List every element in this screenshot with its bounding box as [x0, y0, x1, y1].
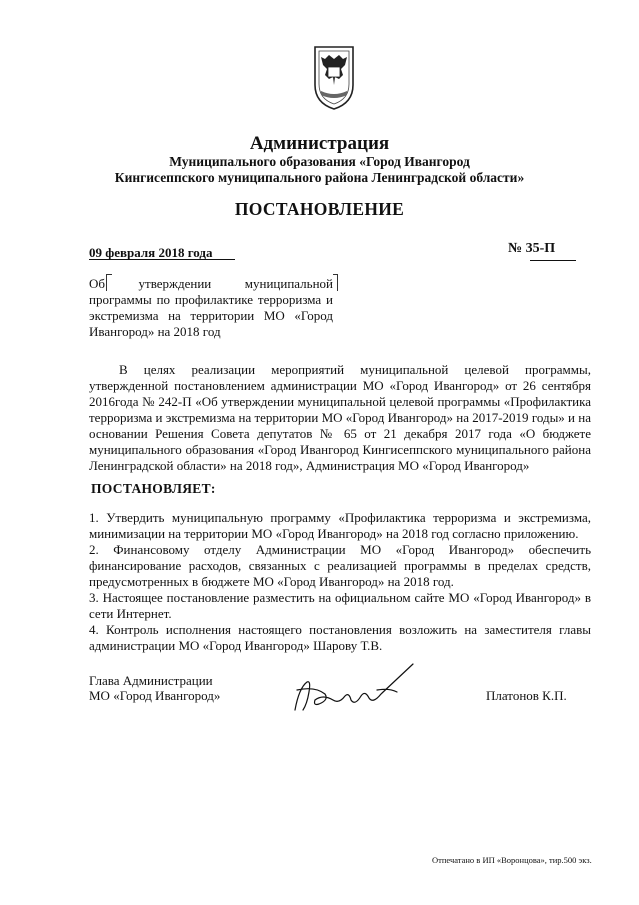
preamble-text: В целях реализации мероприятий муниципальной целевой программы, утвержденной постановлением администрации МО «Город Ивангород» от 26 сентября 2016года № 242-П «Об утверждении муниципальной целевой программы «Профилактика терроризма и экстремизма на территории МО «Город Ивангород» на 2017-2019 годы» и на основании Решения Совета депутатов № 65 от 21 декабря 2017 года «О бюджете муниципального образования «Город Ивангород Кингисеппского муниципального района Ленинградской области» на 2018 год», Администрация МО «Город Ивангород» — [89, 362, 591, 473]
resolution-items — [89, 510, 591, 654]
organization-title: Администрация — [249, 133, 390, 154]
handwritten-signature — [285, 660, 425, 720]
subject-bracket-right — [333, 274, 338, 291]
district-name: Кингисеппского муниципального района Ленинградской области» — [114, 170, 525, 185]
print-note: Отпечатано в ИП «Воронцова», тир.500 экз. — [432, 855, 592, 865]
resolution-item: 2. Финансовому отделу Администрации МО «Город Ивангород» обеспечить финансирование расходов, связанных с реализацией программы в пределах средств, предусмотренных в бюджете МО «Город Ивангород» на 2018 год. — [89, 542, 591, 589]
resolution-item: 4. Контроль исполнения настоящего постановления возложить на заместителя главы администрации МО «Город Ивангород» Шарову Т.В. — [89, 622, 591, 653]
resolution-item: 1. Утвердить муниципальную программу «Профилактика терроризма и экстремизма, минимизации на территории МО «Город Ивангород» на 2018 год согласно приложению. — [89, 510, 591, 541]
subject-line: Об утверждении муниципальной — [89, 276, 333, 291]
signatory-name: Платонов К.П. — [486, 688, 567, 703]
signatory-title-line2: МО «Город Ивангород» — [89, 688, 221, 703]
date-underline — [89, 259, 235, 260]
signatory-title-line1: Глава Администрации — [89, 673, 213, 688]
coat-of-arms-icon — [311, 45, 357, 111]
document-type: ПОСТАНОВЛЕНИЕ — [234, 199, 405, 219]
number-underline — [530, 260, 576, 261]
resolution-item: 3. Настоящее постановление разместить на официальном сайте МО «Город Ивангород» в сети Интернет. — [89, 590, 591, 621]
subject-line: программы по профилактике терроризма и — [89, 292, 333, 307]
municipality-name: Муниципального образования «Город Ивангород — [169, 154, 470, 169]
subject-line: экстремизма на территории МО «Город — [89, 308, 333, 323]
document-number: № 35-П — [508, 241, 556, 256]
document-date: 09 февраля 2018 года — [89, 245, 213, 260]
subject-line: Ивангород» на 2018 год — [89, 324, 221, 339]
document-subject — [89, 276, 333, 340]
resolves-heading: ПОСТАНОВЛЯЕТ: — [91, 481, 216, 496]
preamble — [89, 362, 591, 474]
